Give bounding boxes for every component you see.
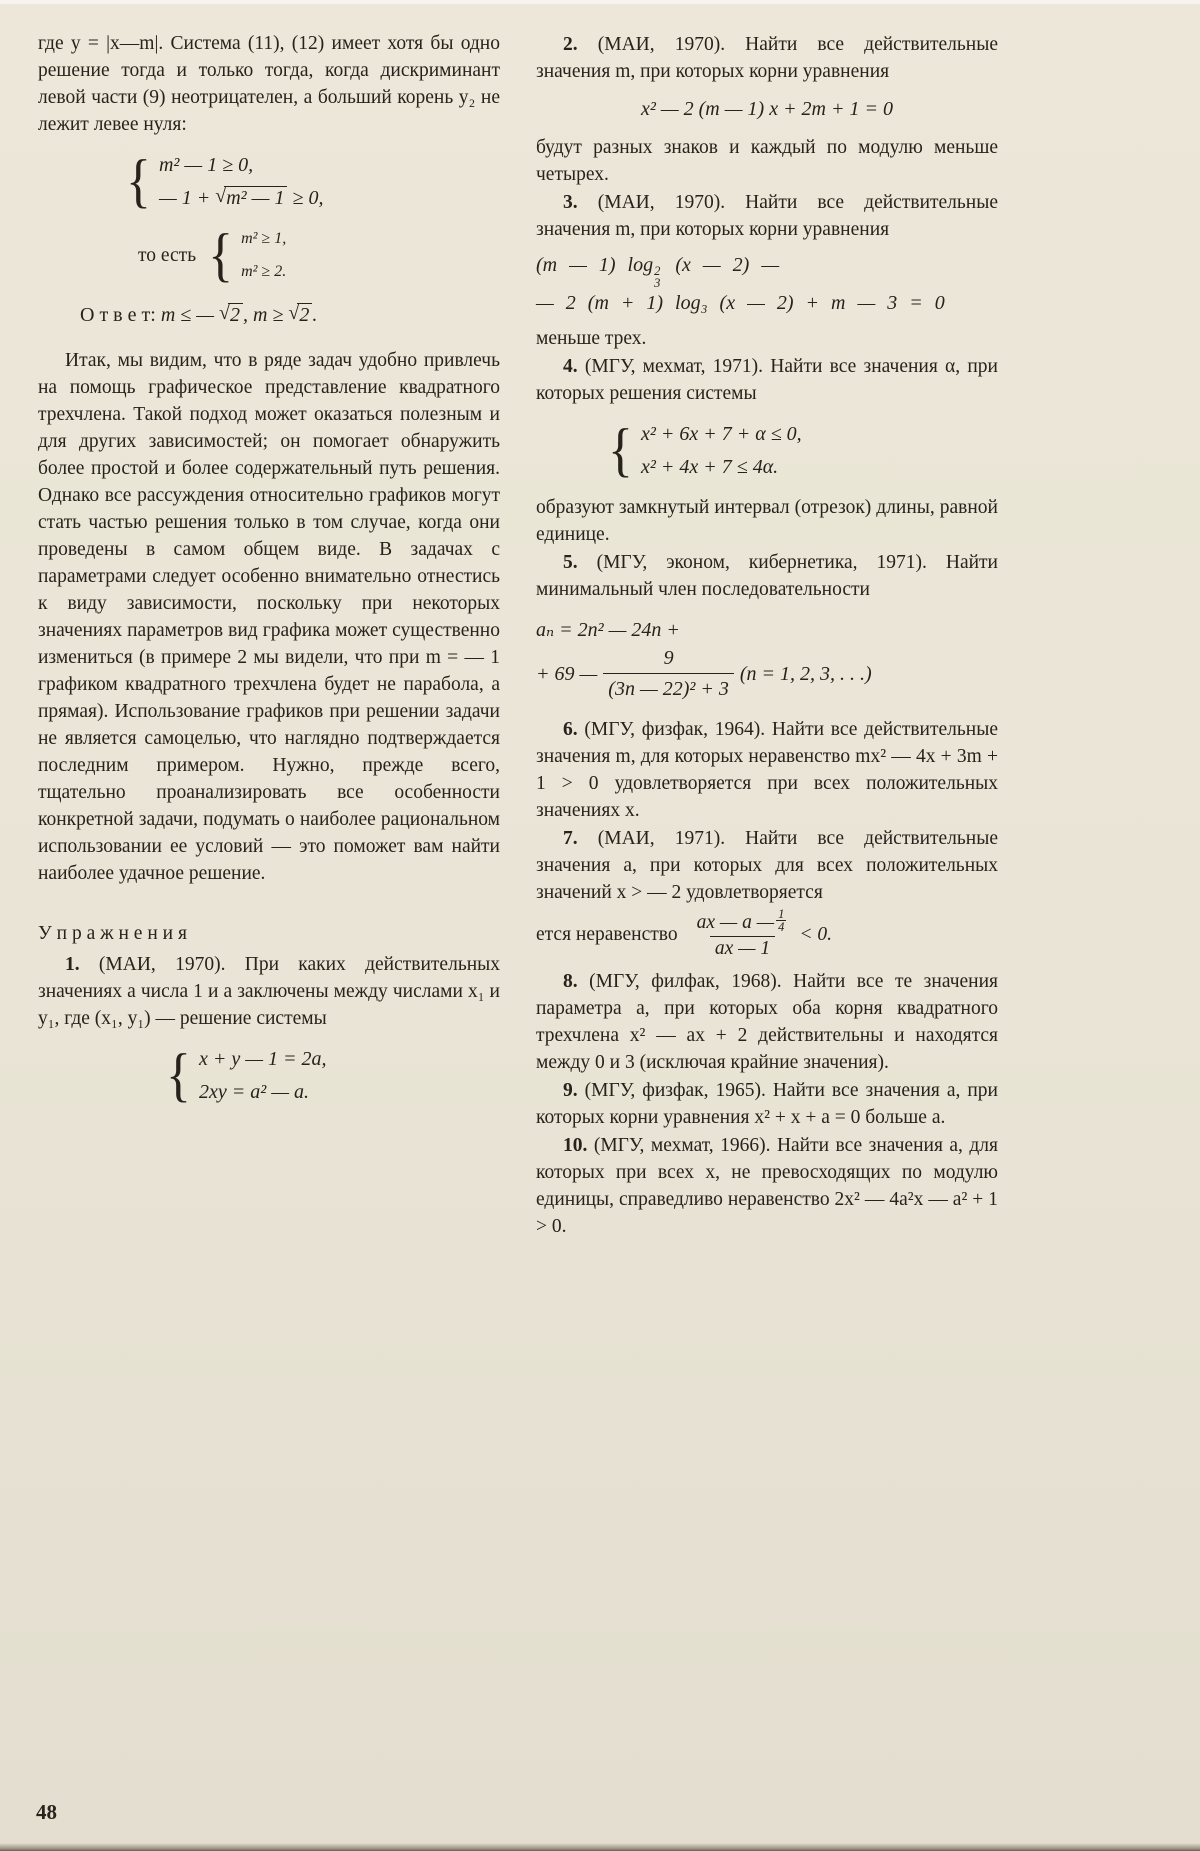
fraction [603, 644, 734, 703]
exercise-9-text [536, 1077, 998, 1131]
left-brace: { [608, 417, 633, 483]
left-column [38, 30, 500, 1240]
equation-line: m² — 1 ≥ 0, [158, 154, 254, 176]
left-brace: { [208, 222, 234, 288]
formula-fragment: (m — 1) log [536, 254, 654, 276]
two-column-layout [38, 30, 1200, 1240]
equation-system [208, 222, 287, 288]
inequality-formula [686, 907, 832, 960]
exercise-1-system [166, 1042, 500, 1108]
equation-system [608, 417, 802, 483]
formula-fragment: (n = 1, 2, 3, . . .) [739, 662, 872, 685]
exercise-number: 2. [563, 34, 578, 55]
fraction [692, 907, 794, 960]
exercise-3-equation [536, 251, 998, 317]
equation-line: x² + 4x + 7 ≤ 4α. [640, 456, 779, 478]
system-equivalent [138, 222, 500, 288]
exercise-7-text [536, 825, 998, 906]
exercise-number: 8. [563, 971, 578, 992]
sqrt-sign: √ [219, 302, 230, 324]
exercise-body: (МАИ, 1970). Найти все действительные значения m, при которых корни уравнения [536, 192, 998, 240]
fraction-denominator: 4 [778, 920, 785, 934]
exercise-number: 4. [563, 356, 578, 377]
equation-line [536, 251, 998, 289]
nested-fraction [776, 908, 786, 933]
exercise-body: (МГУ, филфак, 1968). Найти все те значения параметра a, при которых оба корня квадратного трехчлена x² — ax + 2 действительны и находятся между 0 и 3 (исключая крайние значения). [536, 971, 998, 1073]
exercise-number: 5. [563, 552, 578, 573]
exercises-heading: У п р а ж н е н и я [38, 923, 187, 944]
log-exponent: 2 [654, 264, 661, 278]
equation-line [536, 644, 998, 703]
exercise-1-text [38, 951, 500, 1032]
exercise-8-text [536, 968, 998, 1076]
formula-fragment: ax — a — [696, 911, 775, 933]
exercise-number: 9. [563, 1080, 578, 1101]
equation-line: m² ≥ 2. [241, 263, 287, 280]
formula-fragment: ≥ 0, [287, 187, 324, 209]
log-sup-sub [654, 266, 660, 289]
exercise-5-text [536, 549, 998, 603]
equation-line [159, 184, 323, 212]
exercise-body: (МГУ, физфак, 1965). Найти все значения a, при которых корни уравнения x² + x + a = 0 больше a. [536, 1080, 998, 1128]
left-brace: { [126, 148, 151, 214]
formula-fragment: — 1 + [158, 187, 216, 209]
formula-fragment: < 0. [799, 924, 832, 945]
exercise-number: 1. [65, 954, 80, 975]
exercise-number: 6. [563, 719, 578, 740]
exercise-body: (МГУ, мехмат, 1971). Найти все значения α, при которых решения системы [536, 356, 998, 404]
formula-fragment: + 69 — [536, 662, 598, 685]
system-discriminant [126, 148, 500, 214]
equation-line: m² ≥ 1, [241, 230, 287, 247]
fraction-denominator: (3n — 22)² + 3 [603, 673, 734, 703]
formula-fragment: , m ≥ [243, 304, 289, 326]
exercise-4-text [536, 353, 998, 407]
radicand: 2 [228, 303, 243, 326]
exercise-number: 7. [563, 828, 578, 849]
exercise-2-text [536, 31, 998, 85]
formula-fragment: . [312, 304, 318, 326]
exercise-body: (МГУ, физфак, 1964). Найти все действительные значения m, для которых неравенство mx² — 4x + 3m + 1 > 0 удовлетворяется при всех положительных значениях x. [536, 719, 998, 821]
right-column [536, 30, 998, 1240]
exercise-5-formula [536, 616, 998, 703]
fraction-numerator: 1 [778, 907, 785, 921]
exercise-body: (МГУ, эконом, кибернетика, 1971). Найти минимальный член последовательности [536, 552, 998, 600]
exercise-6-text [536, 716, 998, 824]
exercise-3-text [536, 189, 998, 243]
exercise-body: (МАИ, 1970). При каких действительных значениях a числа 1 и a заключены между числами x₁ и y₁, где (x₁, y₁) — решение системы [38, 954, 500, 1029]
equation-line: 2xy = a² — a. [198, 1081, 309, 1103]
fraction-numerator [692, 907, 794, 936]
exercise-3-tail: меньше трех. [536, 328, 647, 349]
equation-line: — 2 (m + 1) log₃ (x — 2) + m — 3 = 0 [536, 292, 945, 314]
system-lines [641, 420, 802, 481]
answer-line [38, 304, 500, 327]
fraction-numerator: 9 [663, 647, 674, 669]
exercise-10-text [536, 1132, 998, 1240]
exercise-number: 10. [563, 1135, 588, 1156]
exercise-4-tail: образуют замкнутый интервал (отрезок) длины, равной единице. [536, 497, 998, 545]
exercise-7-inequality [536, 907, 998, 960]
paragraph-conclusion: Итак, мы видим, что в ряде задач удобно привлечь на помощь графическое представление квадратного трехчлена. Такой подход может оказаться полезным и для других зависимостей; он помогает обнаружить более простой и более содержательный путь решения. Однако все рассуждения относительно графиков могут стать частью решения только в том случае, когда они проведены в самом общем виде. В задачах с параметрами следует особенно внимательно отнестись к виду зависимости, поскольку при некоторых значениях параметров вид графика может существенно измениться (в примере 2 мы видели, что при m = — 1 графиком квадратного трехчлена будет не парабола, а прямая). Использование графиков при решении задачи не является самоцелью, что наглядно подтверждается последним примером. Нужно, прежде всего, тщательно проанализировать все особенности конкретной задачи, подумать о наиболее рациональном использовании ее условий — это поможет вам найти наиболее удачное решение. [38, 350, 500, 884]
sqrt-sign: √ [288, 302, 300, 324]
log-base: 3 [654, 275, 661, 290]
exercise-body: (МГУ, мехмат, 1966). Найти все значения a, для которых при всех x, не превосходящих по модулю единицы, справедливо неравенство 2x² — 4a²x — a² + 1 > 0. [536, 1135, 998, 1237]
fraction-denominator: ax — 1 [710, 936, 775, 960]
paragraph-intro: где y = |x—m|. Система (11), (12) имеет хотя бы одно решение тогда и только тогда, когда дискриминант левой части (9) неотрицателен, а больший корень y₂ не лежит левее нуля: [38, 33, 500, 135]
equation-system [126, 148, 324, 214]
equation-system [166, 1042, 327, 1108]
formula-fragment: m ≤ — [155, 304, 220, 326]
answer-formula [156, 304, 318, 326]
equation-line: x² + 6x + 7 + α ≤ 0, [640, 423, 802, 445]
exercise-2-tail: будут разных знаков и каждый по модулю меньше четырех. [536, 137, 998, 185]
formula-fragment: (x — 2) — [663, 254, 780, 276]
answer-label: О т в е т: [80, 304, 156, 326]
exercise-2-equation: x² — 2 (m — 1) x + 2m + 1 = 0 [640, 98, 893, 120]
exercise-number: 3. [563, 192, 578, 213]
page-number: 48 [36, 1800, 57, 1824]
exercise-body: (МАИ, 1970). Найти все действительные значения m, при которых корни уравнения [536, 34, 998, 82]
sqrt-sign: √ [215, 185, 227, 207]
radicand: 2 [297, 303, 312, 326]
exercise-body: (МАИ, 1971). Найти все действительные значения a, при которых для всех положительных значений x > — 2 удовлетворяется [536, 828, 998, 903]
toest-label: то есть [138, 244, 197, 266]
exercise-4-system [608, 417, 998, 483]
radicand: m² — 1 [224, 186, 287, 209]
system-lines [159, 151, 323, 212]
equation-line: x + y — 1 = 2a, [198, 1048, 327, 1070]
system-lines [241, 225, 286, 286]
inequality-label: ется неравенство [536, 924, 678, 945]
scan-edge-bottom [0, 1843, 1200, 1851]
system-lines [199, 1045, 327, 1106]
scan-edge-top [0, 0, 1200, 4]
left-brace: { [166, 1042, 191, 1108]
equation-line: aₙ = 2n² — 24n + [536, 619, 680, 641]
